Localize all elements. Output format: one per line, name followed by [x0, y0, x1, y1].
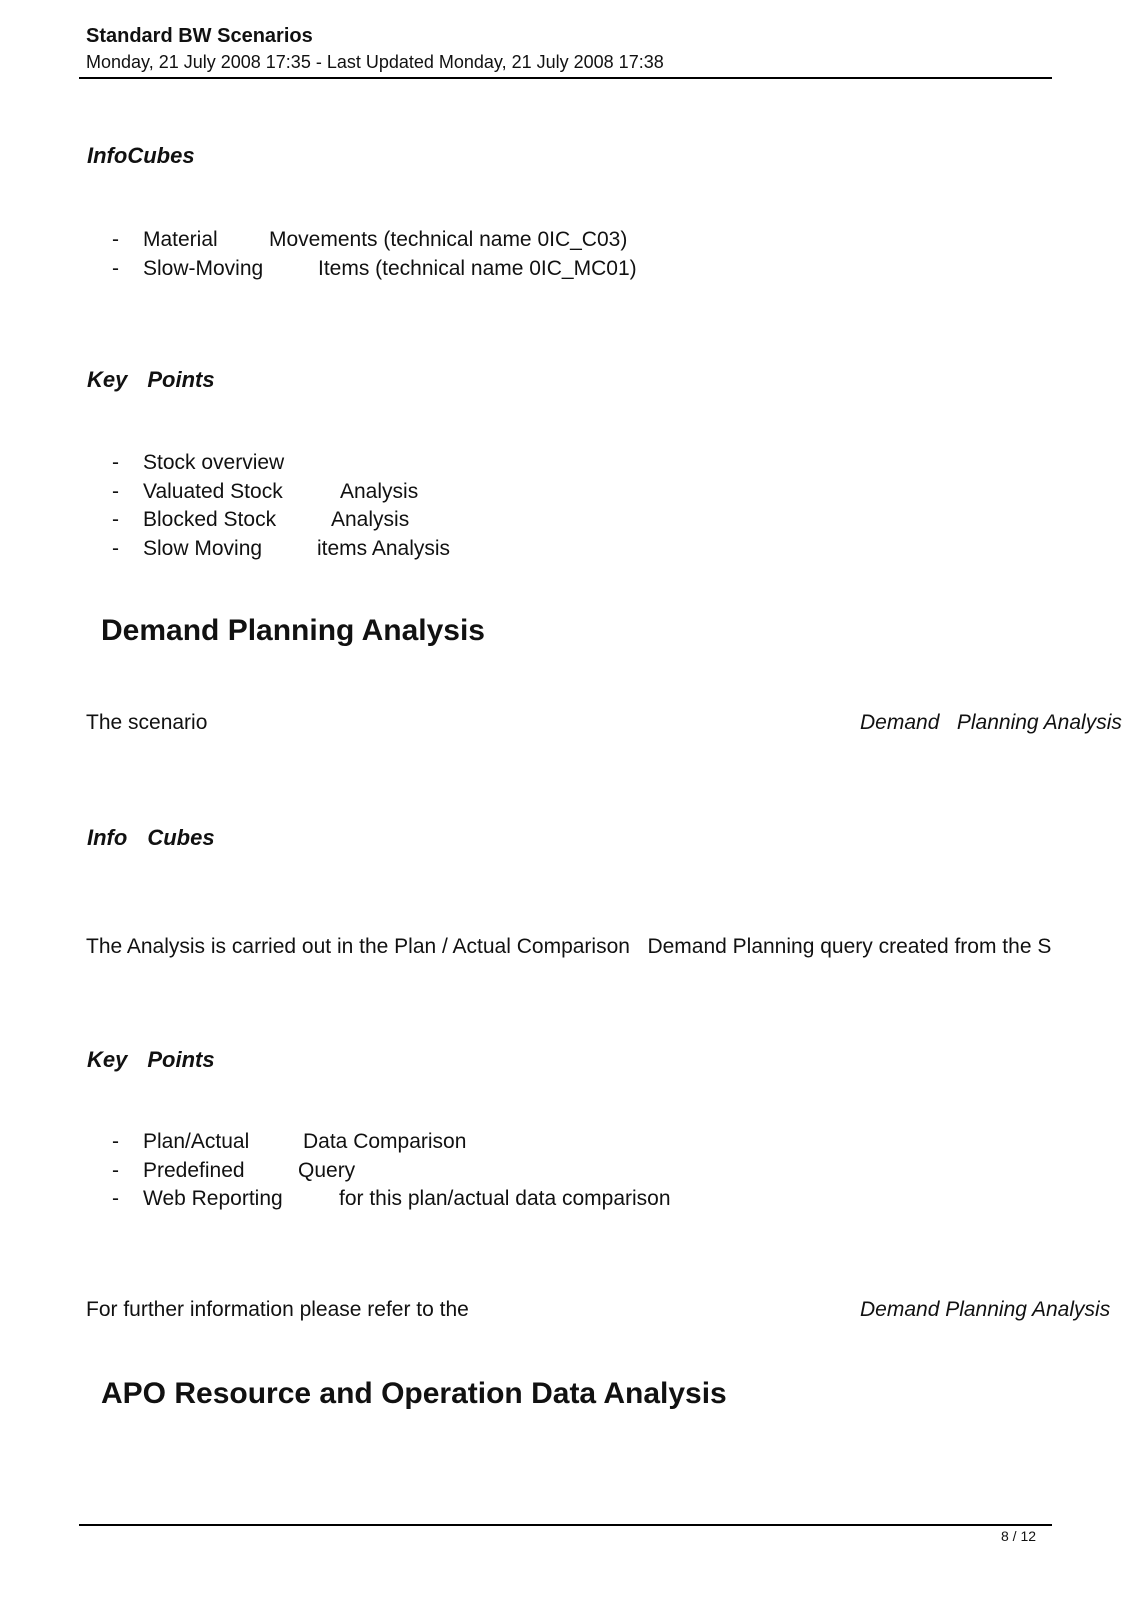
- key-points-heading: Key Points: [87, 1047, 215, 1072]
- footer-divider: [79, 1524, 1052, 1526]
- info-cubes-heading: Info Cubes: [87, 825, 215, 850]
- analysis-description: The Analysis is carried out in the Plan / Actual Comparison Demand Planning query created from the S: [86, 935, 1052, 958]
- section-title-demand-planning: Demand Planning Analysis: [101, 614, 485, 647]
- scenario-intro-reference: Demand Planning Analysis: [860, 711, 1122, 734]
- section-title-apo: APO Resource and Operation Data Analysis: [101, 1377, 727, 1410]
- page-number: 8 / 12: [1001, 1528, 1037, 1544]
- header-divider: [79, 77, 1052, 79]
- key-points-heading: Key Points: [87, 367, 215, 392]
- further-info-text: For further information please refer to the: [86, 1298, 469, 1321]
- infocubes-heading: InfoCubes: [87, 143, 195, 168]
- further-info-reference: Demand Planning Analysis: [860, 1298, 1111, 1321]
- document-date-line: Monday, 21 July 2008 17:35 - Last Updated Monday, 21 July 2008 17:38: [86, 52, 664, 72]
- scenario-intro-text: The scenario: [86, 711, 208, 734]
- document-title: Standard BW Scenarios: [86, 25, 313, 47]
